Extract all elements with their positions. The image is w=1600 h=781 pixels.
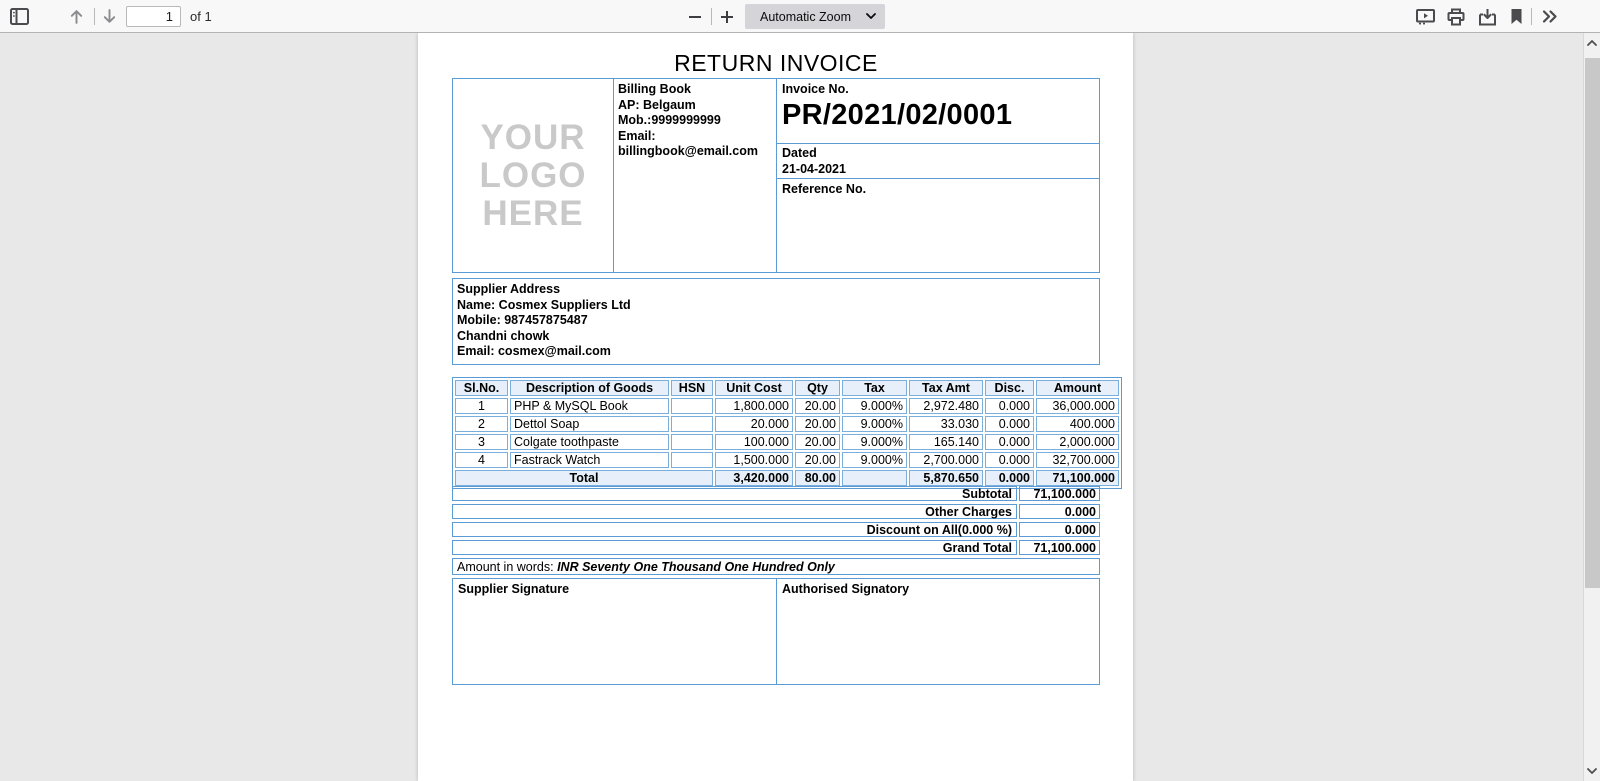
arrow-down-icon: [101, 8, 118, 25]
amount-in-words-value: INR Seventy One Thousand One Hundred Only: [557, 560, 835, 574]
chevron-down-icon: [866, 13, 876, 20]
more-tools-button[interactable]: [1536, 4, 1562, 29]
presentation-icon: [1416, 8, 1435, 25]
items-total-row: Total 3,420.000 80.00 5,870.650 0.000 71,100.000: [455, 470, 1119, 486]
company-email: billingbook@email.com: [618, 144, 758, 159]
summary-row: [452, 504, 1100, 519]
summary-value: 0.000: [1019, 522, 1100, 537]
save-icon: [1478, 8, 1497, 26]
toolbar-separator: [94, 8, 95, 25]
items-column-header: Tax Amt: [909, 380, 983, 396]
toolbar-separator: [1531, 8, 1532, 25]
double-chevron-icon: [1541, 9, 1558, 24]
supplier-street: Chandni chowk: [457, 328, 550, 343]
items-column-header: Amount: [1036, 380, 1119, 396]
dated-value: 21-04-2021: [782, 161, 846, 176]
zoom-in-button[interactable]: [714, 4, 740, 29]
company-mobile: Mob.:9999999999: [618, 113, 721, 128]
summary-row: [452, 522, 1100, 537]
pdf-toolbar: [0, 0, 1600, 33]
bookmark-icon: [1510, 8, 1523, 25]
summary-value: 71,100.000: [1019, 486, 1100, 501]
supplier-heading: Supplier Address: [457, 282, 561, 296]
supplier-name: Name: Cosmex Suppliers Ltd: [457, 297, 631, 312]
supplier-mobile: Mobile: 987457875487: [457, 313, 588, 328]
items-column-header: Qty: [795, 380, 840, 396]
sidebar-toggle-button[interactable]: [6, 4, 32, 29]
invoice-meta: [777, 79, 1099, 272]
summary-rows: [452, 486, 1100, 558]
items-header-row: [455, 380, 1119, 396]
invoice-number: PR/2021/02/0001: [782, 98, 1013, 131]
company-name: Billing Book: [618, 82, 691, 96]
items-tbody: [455, 398, 1119, 486]
scroll-up-arrow[interactable]: [1584, 35, 1600, 51]
page-up-button[interactable]: [63, 4, 89, 29]
dated-label: Dated: [782, 146, 817, 160]
summary-row: [452, 540, 1100, 555]
scrollbar-thumb[interactable]: [1585, 58, 1600, 588]
company-ap: AP: Belgaum: [618, 97, 696, 112]
signature-box: [452, 578, 1100, 685]
supplier-signature-label: Supplier Signature: [458, 582, 570, 596]
invoice-title: RETURN INVOICE: [674, 50, 878, 76]
presentation-mode-button[interactable]: [1412, 4, 1438, 29]
items-table-wrap: [452, 377, 1115, 489]
summary-label: Other Charges: [452, 504, 1017, 519]
items-column-header: Sl.No.: [455, 380, 508, 396]
zoom-select-value: Automatic Zoom: [759, 9, 851, 24]
zoom-out-button[interactable]: [682, 4, 708, 29]
pdf-page: [418, 33, 1133, 781]
current-view-button[interactable]: [1503, 4, 1529, 29]
page-number-input[interactable]: [126, 6, 181, 27]
items-column-header: Tax: [842, 380, 907, 396]
authorised-signatory-label: Authorised Signatory: [782, 582, 910, 596]
reference-label: Reference No.: [782, 182, 867, 196]
items-column-header: Unit Cost: [715, 380, 793, 396]
summary-label: Grand Total: [452, 540, 1017, 555]
minus-icon: [688, 10, 702, 24]
invoice-no-label: Invoice No.: [782, 82, 849, 96]
summary-row: [452, 486, 1100, 501]
items-column-header: Disc.: [985, 380, 1034, 396]
page-count-label: of 1: [190, 9, 212, 24]
item-row: 3 Colgate toothpaste 100.000 20.00 9.000% 165.140 0.000 2,000.000: [455, 434, 1119, 450]
supplier-address-box: [452, 278, 1100, 365]
toolbar-separator: [711, 8, 712, 25]
page-down-button[interactable]: [96, 4, 122, 29]
item-row: 2 Dettol Soap 20.000 20.00 9.000% 33.030 0.000 400.000: [455, 416, 1119, 432]
print-icon: [1447, 8, 1465, 26]
summary-label: Subtotal: [452, 486, 1017, 501]
summary-label: Discount on All(0.000 %): [452, 522, 1017, 537]
save-button[interactable]: [1474, 4, 1500, 29]
amount-in-words-row: [452, 558, 1100, 575]
item-row: 4 Fastrack Watch 1,500.000 20.00 9.000% 2,700.000 0.000 32,700.000: [455, 452, 1119, 468]
invoice-header-box: [452, 78, 1100, 273]
supplier-email: Email: cosmex@mail.com: [457, 344, 611, 359]
summary-value: 71,100.000: [1019, 540, 1100, 555]
summary-value: 0.000: [1019, 504, 1100, 519]
items-column-header: Description of Goods: [510, 380, 669, 396]
company-details: [614, 79, 777, 272]
arrow-up-icon: [68, 8, 85, 25]
items-column-header: HSN: [671, 380, 713, 396]
company-email-label: Email:: [618, 128, 656, 143]
sidebar-toggle-icon: [10, 8, 29, 25]
item-row: 1 PHP & MySQL Book 1,800.000 20.00 9.000% 2,972.480 0.000 36,000.000: [455, 398, 1119, 414]
items-table: [452, 377, 1122, 489]
plus-icon: [720, 10, 734, 24]
amount-in-words-label: Amount in words:: [457, 560, 554, 574]
logo-placeholder: YOUR LOGO HERE: [453, 79, 614, 272]
pdf-viewer-area: [0, 33, 1583, 781]
scroll-down-arrow[interactable]: [1584, 763, 1600, 779]
zoom-select[interactable]: [745, 4, 885, 29]
print-button[interactable]: [1443, 4, 1469, 29]
vertical-scrollbar[interactable]: [1583, 33, 1600, 781]
